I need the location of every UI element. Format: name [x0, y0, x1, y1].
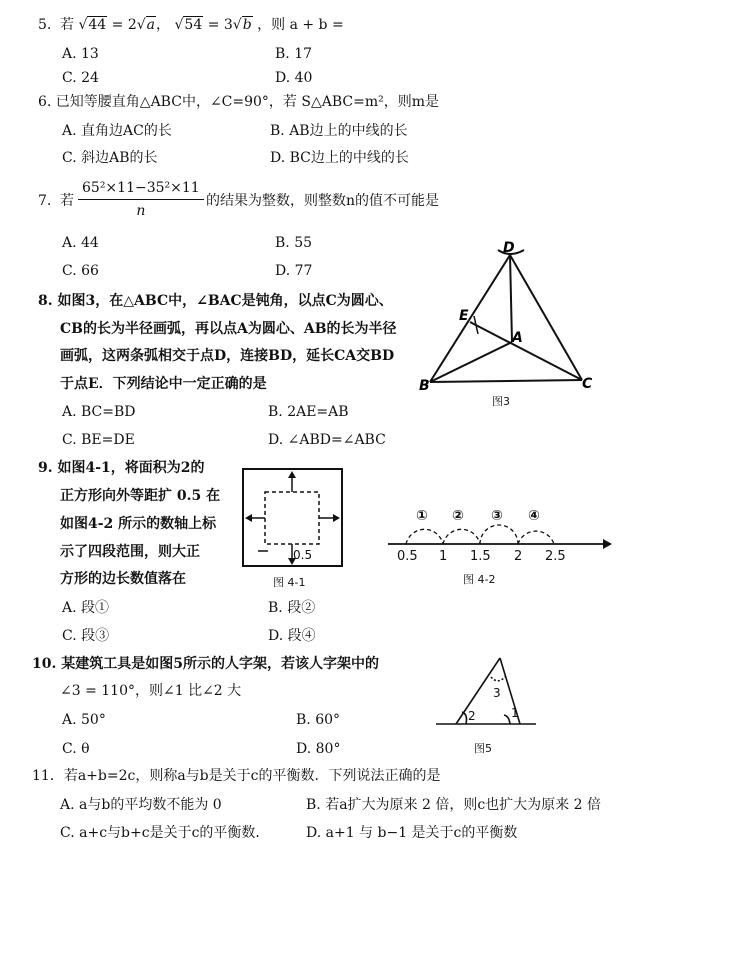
q11-option-a: A. a与b的平均数不能为 0 [60, 797, 222, 813]
q8-option-c: C. BE=DE [62, 432, 135, 448]
q5-number: 5. [38, 17, 52, 33]
q5-radicand-3: 54 [184, 17, 203, 33]
segment-label-3: ③ [491, 508, 503, 524]
q5-option-a: A. 13 [62, 46, 99, 62]
q9-line-1: 9. 如图4-1，将面积为2的 [38, 460, 205, 476]
q7-option-b: B. 55 [275, 235, 313, 251]
label-e: E [459, 308, 469, 324]
q5-eq-1: = 2 [111, 17, 137, 33]
q6-option-d: D. BC边上的中线的长 [270, 150, 409, 166]
q7-option-d: D. 77 [275, 263, 313, 279]
angle-label-3: 3 [493, 686, 501, 700]
q5-radicand-1: 44 [88, 17, 107, 33]
q9-line-2: 正方形向外等距扩 0.5 在 [60, 488, 221, 504]
q9-line-5: 方形的边长数值落在 [60, 571, 186, 587]
q5-option-c: C. 24 [62, 70, 99, 86]
figure-4-1-caption: 图 4-1 [273, 576, 306, 589]
sqrt-icon: √ [78, 17, 88, 33]
sqrt-icon: √ [232, 17, 242, 33]
q8-option-d: D. ∠ABD=∠ABC [268, 432, 386, 448]
tick-label-1: 1 [439, 549, 448, 564]
figure-5-caption: 图5 [474, 742, 492, 755]
tick-label-2: 1.5 [470, 549, 491, 564]
label-d: D [503, 240, 515, 256]
tick-label-3: 2 [514, 549, 523, 564]
angle-1-arc [504, 715, 510, 724]
q8-option-a: A. BC=BD [62, 404, 136, 420]
q6-option-a: A. 直角边AC的长 [62, 123, 172, 139]
label-a: A [512, 330, 523, 346]
label-b: B [419, 378, 430, 394]
segment-label-2: ② [452, 508, 464, 524]
q8-line-4: 于点E．下列结论中一定正确的是 [60, 376, 267, 392]
q10-line-2: ∠3 = 110°，则∠1 比∠2 大 [60, 683, 242, 699]
q7-numerator: 65²×11−35²×11 [82, 180, 200, 196]
q9-option-c: C. 段③ [62, 628, 110, 644]
q11-option-c: C. a+c与b+c是关于c的平衡数． [60, 825, 270, 841]
q11-stem: 11．若a+b=2c，则称a与b是关于c的平衡数．下列说法正确的是 [32, 768, 441, 784]
angle-3-arc [491, 676, 506, 681]
q8-line-3: 画弧，这两条弧相交于点D，连接BD，延长CA交BD [60, 348, 395, 364]
q11-option-b: B. 若a扩大为原来 2 倍，则c也扩大为原来 2 倍 [306, 797, 601, 813]
q8-line-2: CB的长为半径画弧，再以点A为圆心、AB的长为半径 [60, 321, 397, 337]
q10-option-d: D. 80° [296, 741, 341, 757]
sqrt-icon: √ [136, 17, 146, 33]
q9-option-d: D. 段④ [268, 628, 316, 644]
figure-4-2-caption: 图 4-2 [463, 573, 496, 586]
q7-number: 7. [38, 193, 52, 209]
tick-label-4: 2.5 [545, 549, 566, 564]
q10-option-c: C. θ [62, 741, 90, 757]
q6-option-c: C. 斜边AB的长 [62, 150, 158, 166]
q5-option-d: D. 40 [275, 70, 313, 86]
segment-label-1: ① [416, 508, 428, 524]
q7-post: 的结果为整数，则整数n的值不可能是 [206, 193, 440, 209]
q10-line-1: 10. 某建筑工具是如图5所示的人字架，若该人字架中的 [32, 656, 379, 672]
tick-label-0: 0.5 [397, 549, 418, 564]
sqrt-icon: √ [174, 17, 184, 33]
q5-eq-2: = 3 [207, 17, 233, 33]
q6-option-b: B. AB边上的中线的长 [270, 123, 408, 139]
q5-option-b: B. 17 [275, 46, 313, 62]
q5-stem-prefix: 若 [60, 17, 74, 33]
q5-sep: ， [156, 17, 171, 33]
q5-radicand-2: a [146, 17, 156, 33]
segment-label-4: ④ [528, 508, 540, 524]
q7-option-c: C. 66 [62, 263, 99, 279]
figure-3-caption: 图3 [492, 395, 510, 408]
q5-radicand-4: b [242, 17, 252, 33]
label-c: C [582, 376, 593, 392]
q5-stem-suffix: ，则 a + b = [257, 17, 344, 33]
angle-label-1: 1 [511, 706, 519, 720]
q11-option-d: D. a+1 与 b−1 是关于c的平衡数 [306, 825, 518, 841]
q10-option-a: A. 50° [62, 712, 106, 728]
q7-option-a: A. 44 [62, 235, 99, 251]
angle-label-2: 2 [468, 709, 476, 723]
q9-option-a: A. 段① [62, 600, 110, 616]
q7-denominator: n [136, 203, 146, 219]
figure-4-1-label: 0.5 [293, 548, 313, 562]
q9-line-4: 示了四段范围，则大正 [60, 544, 200, 560]
q9-option-b: B. 段② [268, 600, 316, 616]
q9-line-3: 如图4-2 所示的数轴上标 [60, 516, 217, 532]
q10-option-b: B. 60° [296, 712, 341, 728]
q8-option-b: B. 2AE=AB [268, 404, 349, 420]
q7-pre: 若 [60, 193, 74, 209]
q8-line-1: 8. 如图3，在△ABC中，∠BAC是钝角，以点C为圆心、 [38, 293, 393, 309]
q6-stem: 6. 已知等腰直角△ABC中，∠C=90°，若 S△ABC=m²，则m是 [38, 94, 440, 110]
